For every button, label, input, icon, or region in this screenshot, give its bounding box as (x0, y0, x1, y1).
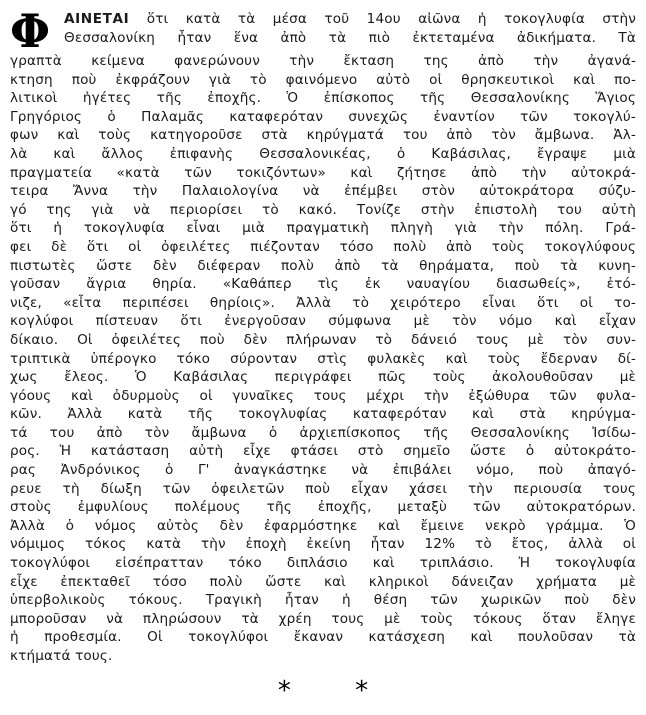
text-line: φων καὶ τοὺς κατηγοροῦσε στὰ κηρύγματά του ἀπὸ τὸν ἄμβωνα. Ἀλ- (10, 127, 636, 144)
text-line: ρας Ἀνδρόνικος ὁ Γ' ἀναγκάστηκε νὰ ἐπιβάλει νόμο, ποὺ ἀπαγό- (10, 462, 636, 479)
text-line: δίκαιο. Οἱ ὀφειλέτες ποὺ δὲν πλήρωναν τὸ δάνειό τους μὲ τὸν συν- (10, 331, 636, 348)
text-line: νιζε, «εἶτα περιπέσει θηρίοις». Ἀλλὰ τὸ χειρότερο εἶναι ὅτι οἱ το- (10, 294, 636, 311)
text-line-final: κτήματά τους. (10, 648, 113, 664)
text-line: στοὺς ἐμφυλίους πολέμους τῆς ἐποχῆς, μεταξὺ τῶν αὐτοκρατόρων. (10, 499, 636, 516)
text-line: τειρα Ἄννα τὴν Παλαιολογίνα νὰ ἐπέμβει στὸν αὐτοκράτορα σύζυ- (10, 183, 636, 200)
article-body (10, 4, 636, 666)
text-line: γό της γιὰ νὰ περιορίσει τὸ κακό. Τονίζε στὴν ἐπιστολὴ του αὐτὴ (10, 201, 636, 218)
text-line: τριπτικὰ ὑπέρογκο τόκο σύρονταν στὶς φυλακὲς καὶ τοὺς ἔδερναν δί- (10, 350, 636, 367)
text-line: κῶν. Ἀλλὰ κατὰ τῆς τοκογλυφίας καταφερόταν καὶ στὰ κηρύγμα- (10, 406, 636, 423)
text-line: ἡ προθεσμία. Οἱ τοκογλύφοι ἔκαναν κατάσχεση καὶ πουλοῦσαν τὰ (10, 629, 636, 646)
lead-word: ΑΙΝΕΤΑΙ (64, 11, 130, 27)
text-line: λὰ καὶ ἄλλος ἐπιφανὴς Θεσσαλονικέας, ὁ Καβάσιλας, ἔγραψε μιὰ (10, 145, 636, 162)
text-line: λιτικοὶ ἡγέτες τῆς ἐποχῆς. Ὁ ἐπίσκοπος τῆς Θεσσαλονίκης Ἅγιος (10, 90, 636, 107)
text-line: ρευε τὴ δίωξη τῶν ὀφειλετῶν ποὺ εἶχαν χάσει τὴν περιουσία τους (10, 480, 636, 497)
text-line: γοῦσαν ἄγρια θηρία. «Καθάπερ τὶς ἐκ ναυαγίου διασωθείς», ἐτό- (10, 276, 636, 293)
text-line: τοκογλύφοι εἰσέπρατταν τόκο διπλάσιο καὶ τριπλάσιο. Ἡ τοκογλυφία (10, 555, 636, 572)
text-line: γόους καὶ ὀδυρμοὺς οἱ γυναῖκες τους μέχρι τὴν ἐξώθυρα τῶν φυλα- (10, 387, 636, 404)
text-line: τά του ἀπὸ τὸν ἄμβωνα ὁ ἀρχιεπίσκοπος τῆς Θεσσαλονίκης Ἰσίδω- (10, 424, 636, 441)
text-line: ρος. Ἡ κατάσταση αὐτὴ εἶχε φτάσει στὸ σημεῖο ὥστε ὁ αὐτοκράτο- (10, 443, 636, 460)
text-line-content: ὅτι κατὰ τὰ μέσα τοῦ 14ου αἰῶνα ἡ τοκογλυφία στὴν (129, 11, 636, 27)
text-line: φει δὲ ὅτι οἱ ὀφειλέτες πιέζονταν τόσο πολὺ ἀπὸ τοὺς τοκογλύφους (10, 238, 636, 255)
text-line: γραπτὰ κείμενα φανερώνουν τὴν ἔκταση της ἀπὸ τὴν ἀγανά- (10, 53, 636, 69)
text-line: κογλύφοι πίστευαν ὅτι ἐνεργοῦσαν σύμφωνα μὲ τὸν νόμο καὶ εἶχαν (10, 313, 636, 330)
text-line: πραγματεία «κατὰ τῶν τοκιζόντων» καὶ ζήτησε ἀπὸ τὴν αὐτοκρά- (10, 164, 636, 181)
text-line (64, 10, 636, 29)
text-line: εἶχε ἐπεκταθεῖ τόσο πολὺ ὥστε καὶ κληρικοὶ δάνειζαν χρήματα μὲ (10, 573, 636, 590)
text-line: Θεσσαλονίκη ἦταν ἕνα ἀπὸ τὰ πιὸ ἐκτεταμένα ἀδικήματα. Τὰ (64, 29, 636, 46)
text-line: Ἀλλὰ ὁ νόμος αὐτὸς δὲν ἐφαρμόστηκε καὶ ἔμεινε νεκρὸ γράμμα. Ὁ (10, 517, 636, 534)
drop-cap-letter: Φ (10, 4, 51, 58)
text-line: μποροῦσαν νὰ πληρώσουν τὰ χρέη τους μὲ τοὺς τόκους ὅταν ἔληγε (10, 610, 636, 627)
text-line: πιστωτὲς ὥστε δὲν διέφεραν πολὺ ἀπὸ τὰ θηράματα, ποὺ τὰ κυνη- (10, 257, 636, 274)
text-line: κτηση ποὺ ἐκφράζουν γιὰ τὸ φαινόμενο αὐτὸ οἱ θρησκευτικοὶ καὶ πο- (10, 71, 636, 88)
text-line: ὑπερβολικοὺς τόκους. Τραγικὴ ἦταν ἡ θέση τῶν χωρικῶν ποὺ δὲν (10, 592, 636, 609)
section-separator: * * (277, 676, 397, 706)
text-line: ὅτι ἡ τοκογλυφία εἶναι μιὰ πραγματικὴ πληγὴ γιὰ τὴν πόλη. Γρά- (10, 220, 636, 237)
text-line: χως ἔλεος. Ὁ Καβάσιλας περιγράφει πῶς τοὺς ἀκολουθοῦσαν μὲ (10, 369, 636, 386)
text-line: νόμιμος τόκος κατὰ τὴν ἐποχὴ ἐκείνη ἦταν 12% τὸ ἔτος, ἀλλὰ οἱ (10, 536, 636, 553)
text-line: Γρηγόριος ὁ Παλαμᾶς καταφερόταν συνεχῶς ἐναντίον τῶν τοκογλύ- (10, 108, 636, 125)
